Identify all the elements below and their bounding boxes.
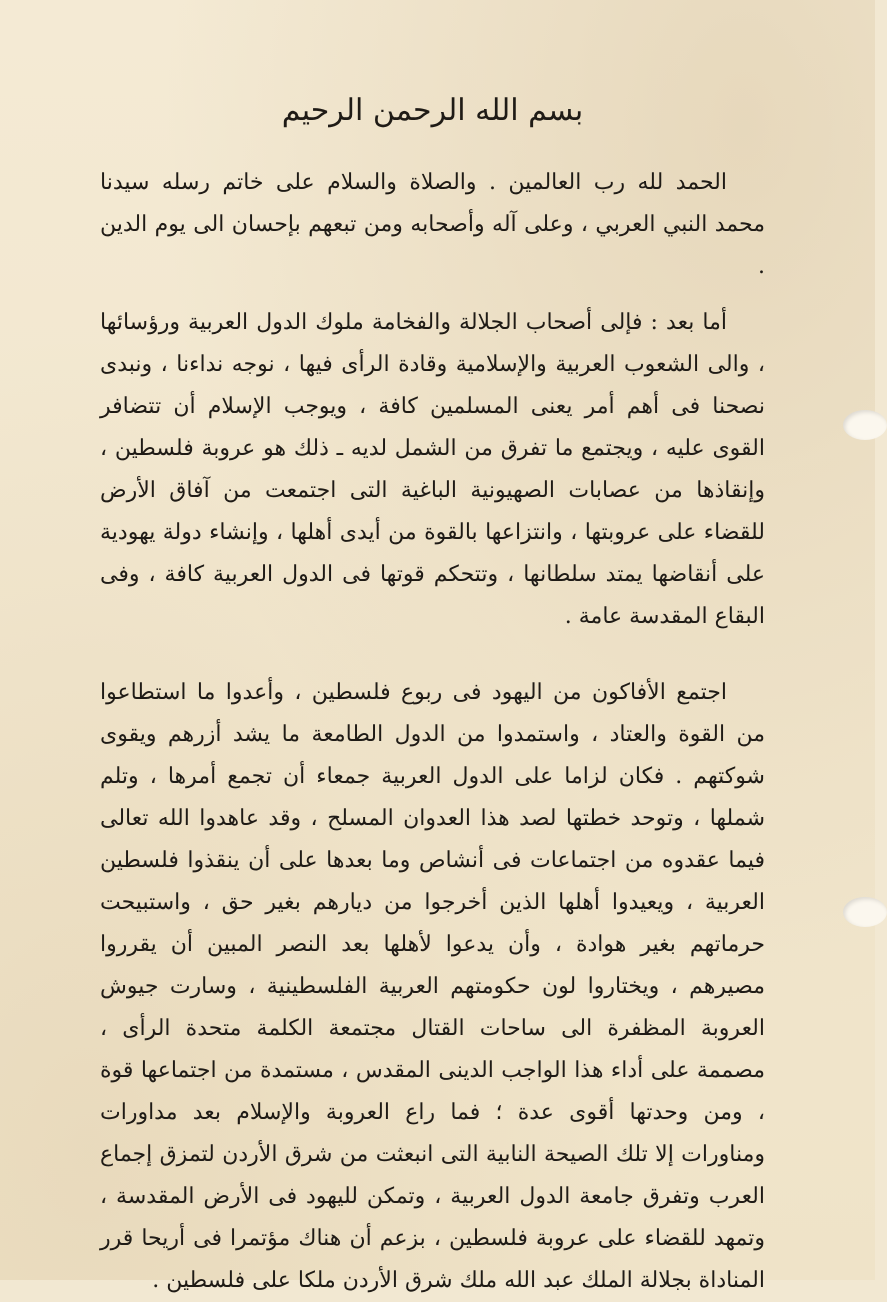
basmala-heading: بسم الله الرحمن الرحيم <box>281 93 584 128</box>
punch-hole <box>843 410 887 440</box>
paragraph-opening: الحمد لله رب العالمين . والصلاة والسلام على خاتم رسله سيدنا محمد النبي العربي ، وعلى آله وأصحابه ومن تبعهم بإحسان الى يوم الدين . <box>100 170 765 279</box>
punch-hole <box>843 897 887 927</box>
paragraph-main: اجتمع الأفاكون من اليهود فى ربوع فلسطين ، وأعدوا ما استطاعوا من القوة والعتاد ، واستمدوا من الدول الطامعة ما يشد أزرهم ويقوى شوكتهم . فكان لزاما على الدول العربية جمعاء أن تجمع أمرها ، وتلم شملها ، وتوحد خطتها لصد هذا العدوان المسلح ، وقد عاهدوا الله تعالى فيما عقدوه من اجتماعات فى أنشاص وما بعدها على أن ينقذوا فلسطين العربية ، ويعيدوا أهلها الذين أخرجوا من ديارهم بغير حق ، واستبيحت حرماتهم بغير هوادة ، وأن يدعوا لأهلها بعد النصر المبين أن يقرروا مصيرهم ، ويختاروا لون حكومتهم العربية الفلسطينية ، وسارت جيوش العروبة المظفرة الى ساحات القتال مجتمعة الكلمة متحدة الرأى ، مصممة على أداء هذا الواجب الدينى المقدس ، مستمدة من اجتماعها قوة ، ومن وحدتها أقوى عدة ؛ فما راع العروبة والإسلام بعد مداورات ومناورات إلا تلك الصيحة النابية التى انبعثت من شرق الأردن لتمزق إجماع العرب وتفرق جامعة الدول العربية ، وتمكن لليهود فى الأرض المقدسة ، وتمهد للقضاء على عروبة فلسطين ، بزعم أن هناك مؤتمرا فى أريحا قرر المناداة بجلالة الملك عبد الله ملك شرق الأردن ملكا على فلسطين . <box>100 680 765 1293</box>
document-body <box>100 80 765 1302</box>
paragraph-address: أما بعد : فإلى أصحاب الجلالة والفخامة ملوك الدول العربية ورؤسائها ، والى الشعوب العربية والإسلامية وقادة الرأى فيها ، نوجه نداءنا ، ونبدى نصحنا فى أهم أمر يعنى المسلمين كافة ، ويوجب الإسلام أن تتضافر القوى عليه ، ويجتمع ما تفرق من الشمل لديه ـ ذلك هو عروبة فلسطين ، وإنقاذها من عصابات الصهيونية الباغية التى اجتمعت من آفاق الأرض للقضاء على عروبتها ، وانتزاعها بالقوة من أيدى أهلها ، وإنشاء دولة يهودية على أنقاضها يمتد سلطانها ، وتتحكم قوتها فى الدول العربية كافة ، وفى البقاع المقدسة عامة . <box>100 310 765 629</box>
